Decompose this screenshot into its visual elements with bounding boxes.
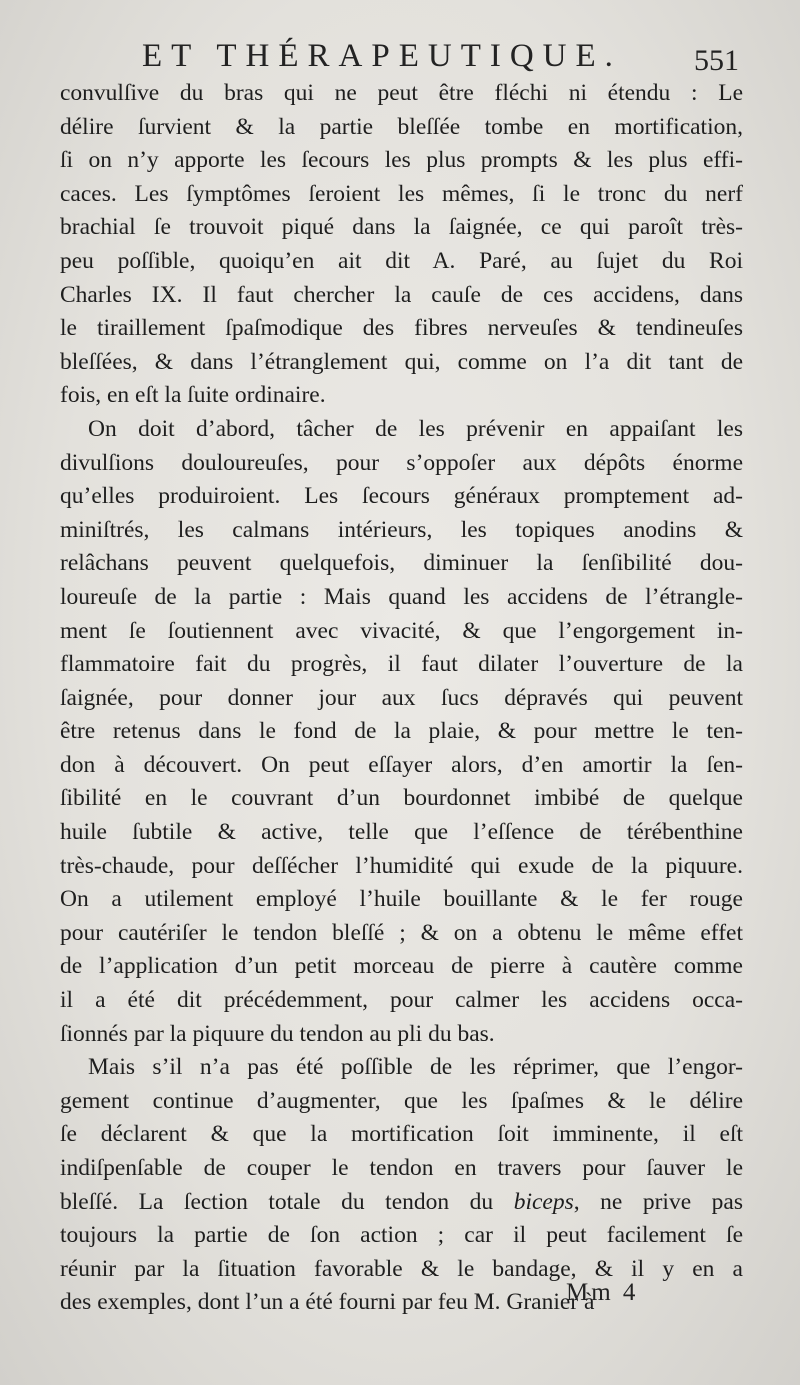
text-line: ment ſe ſoutiennent avec vivacité, & que l’engorgement in- — [60, 617, 743, 644]
text-line: très-chaude, pour deſſécher l’humidité qui exude de la piquure. — [60, 852, 743, 879]
text-line: bleſſé. La ſection totale du tendon du biceps, ne prive pas — [60, 1188, 743, 1215]
running-head: ET THÉRAPEUTIQUE. — [142, 38, 622, 74]
text-line: convulſive du bras qui ne peut être fléchi ni étendu : Le — [60, 80, 743, 106]
text-line: miniſtrés, les calmans intérieurs, les topiques anodins & — [60, 516, 743, 543]
text-line: caces. Les ſymptômes ſeroient les mêmes, ſi le tronc du nerf — [60, 180, 743, 207]
body-text — [60, 77, 743, 1320]
text-line: peu poſſible, quoiqu’en ait dit A. Paré, au ſujet du Roi — [60, 247, 743, 274]
paragraph — [60, 1051, 743, 1320]
text-line: le tiraillement ſpaſmodique des fibres nerveuſes & tendineuſes — [60, 315, 743, 342]
text-line: relâchans peuvent quelquefois, diminuer la ſenſibilité dou- — [60, 550, 743, 577]
text-line: de l’application d’un petit morceau de pierre à cautère comme — [60, 953, 743, 980]
text-line: don à découvert. On peut eſſayer alors, d’en amortir la ſen- — [60, 751, 743, 778]
text-line: Mais s’il n’a pas été poſſible de les réprimer, que l’engor- — [88, 1054, 743, 1081]
paragraph — [60, 77, 743, 413]
text-line: qu’elles produiroient. Les ſecours généraux promptement ad- — [60, 483, 743, 510]
text-line: loureuſe de la partie : Mais quand les accidens de l’étrangle- — [60, 583, 743, 610]
text-line: Charles IX. Il faut chercher la cauſe de ces accidens, dans — [60, 281, 743, 308]
text-line: réunir par la ſituation favorable & le bandage, & il y en a — [60, 1255, 743, 1282]
text-line: ſibilité en le couvrant d’un bourdonnet imbibé de quelque — [60, 785, 743, 812]
text-line: huile ſubtile & active, telle que l’eſſence de térébenthine — [60, 819, 743, 846]
text-line: bleſſées, & dans l’étranglement qui, comme on l’a dit tant de — [60, 348, 743, 375]
text-line: ſi on n’y apporte les ſecours les plus prompts & les plus effi- — [60, 147, 743, 174]
text-line: des exemples, dont l’un a été fourni par feu M. Granier à — [60, 1289, 595, 1316]
text-line: gement continue d’augmenter, que les ſpaſmes & le délire — [60, 1087, 743, 1114]
text-line: il a été dit précédemment, pour calmer les accidens occa- — [60, 987, 743, 1014]
text-line: ſionnés par la piquure du tendon au pli du bas. — [60, 1020, 495, 1047]
text-line: être retenus dans le fond de la plaie, & pour mettre le ten- — [60, 718, 743, 745]
text-line: toujours la partie de ſon action ; car il peut facilement ſe — [60, 1222, 743, 1249]
text-line: brachial ſe trouvoit piqué dans la ſaignée, ce qui paroît très- — [60, 214, 743, 241]
text-line: indiſpenſable de couper le tendon en travers pour ſauver le — [60, 1155, 743, 1181]
text-line: ſe déclarent & que la mortification ſoit imminente, il eſt — [60, 1121, 743, 1148]
text-line: fois, en eſt la ſuite ordinaire. — [60, 382, 326, 409]
text-line: ſaignée, pour donner jour aux ſucs dépravés qui peuvent — [60, 684, 743, 711]
page-header — [0, 38, 800, 78]
text-line: délire ſurvient & la partie bleſſée tombe en mortification, — [60, 113, 743, 140]
text-line: divulſions douloureuſes, pour s’oppoſer aux dépôts énorme — [60, 449, 743, 476]
paragraph — [60, 413, 743, 1051]
text-line: pour cautériſer le tendon bleſſé ; & on a obtenu le même effet — [60, 919, 743, 946]
text-line: flammatoire fait du progrès, il faut dilater l’ouverture de la — [60, 651, 743, 678]
page-number: 551 — [694, 44, 739, 77]
signature-mark: Mm 4 — [566, 1279, 639, 1306]
text-line: On doit d’abord, tâcher de les prévenir en appaiſant les — [88, 415, 743, 442]
text-line: On a utilement employé l’huile bouillante & le fer rouge — [60, 886, 743, 913]
